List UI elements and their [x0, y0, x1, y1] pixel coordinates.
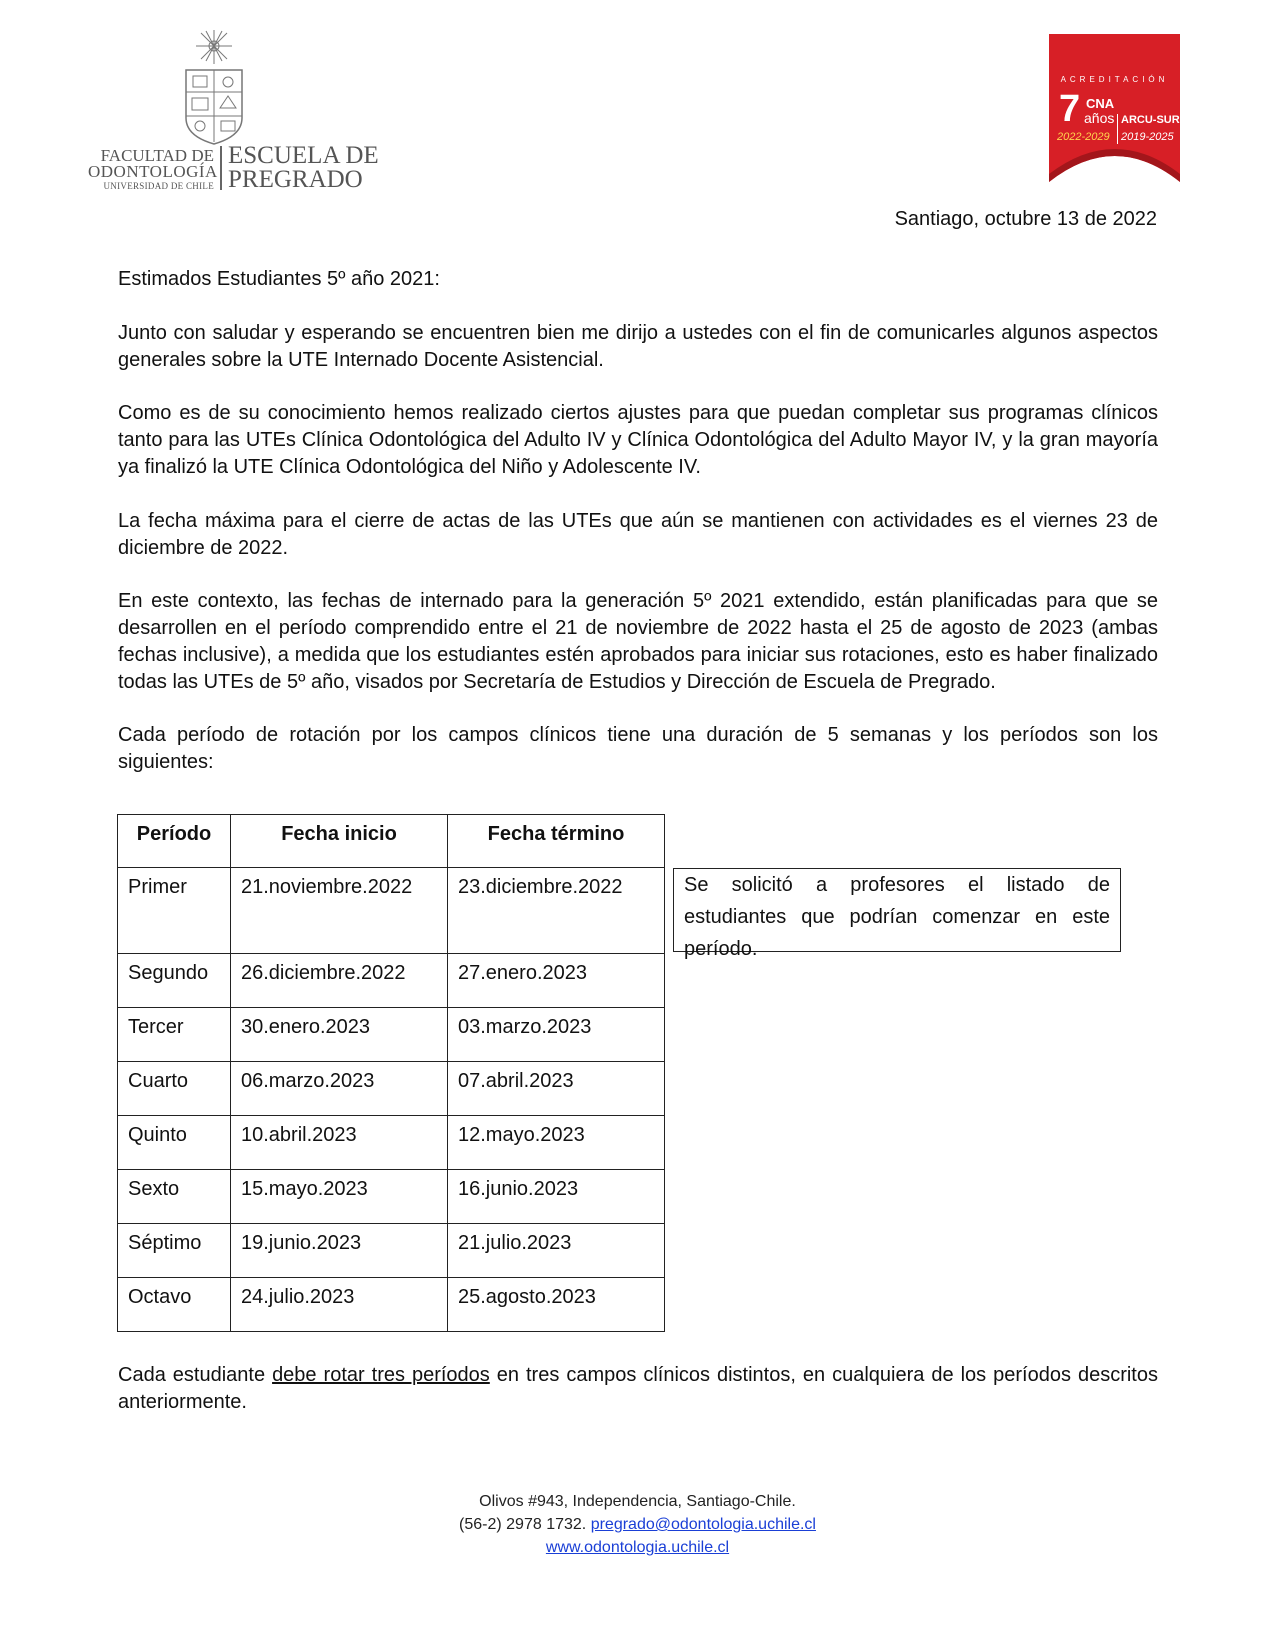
- start-date-cell: 19.junio.2023: [231, 1224, 448, 1278]
- period-cell: Primer: [118, 868, 231, 954]
- end-date-cell: 25.agosto.2023: [448, 1278, 665, 1332]
- period-cell: Segundo: [118, 954, 231, 1008]
- end-date-cell: 16.junio.2023: [448, 1170, 665, 1224]
- closing-paragraph: [118, 1362, 1158, 1416]
- badge-anos: años: [1084, 110, 1115, 126]
- footer-phone: (56-2) 2978 1732.: [459, 1516, 591, 1533]
- end-date-cell: 27.enero.2023: [448, 954, 665, 1008]
- badge-divider: [1117, 114, 1118, 144]
- first-period-note: Se solicitó a profesores el listado de estudiantes que podrían comenzar en este período.: [673, 868, 1121, 952]
- start-date-cell: 15.mayo.2023: [231, 1170, 448, 1224]
- start-date-cell: 10.abril.2023: [231, 1116, 448, 1170]
- table-row: [118, 1062, 665, 1116]
- paragraph-3: La fecha máxima para el cierre de actas de las UTEs que aún se mantienen con actividades es el viernes 23 de diciembre de 2022.: [118, 510, 1158, 559]
- footer: [0, 1490, 1275, 1559]
- logo-divider: [220, 146, 222, 190]
- rotation-periods-table: [117, 814, 665, 1332]
- faculty-line-2: ODONTOLOGÍA: [88, 162, 218, 181]
- faculty-name: [88, 146, 218, 192]
- end-date-cell: 07.abril.2023: [448, 1062, 665, 1116]
- start-date-cell: 30.enero.2023: [231, 1008, 448, 1062]
- footer-website-link[interactable]: www.odontologia.uchile.cl: [545, 1539, 730, 1556]
- end-date-cell: 12.mayo.2023: [448, 1116, 665, 1170]
- header-periodo: Período: [118, 815, 231, 868]
- period-cell: Cuarto: [118, 1062, 231, 1116]
- footer-contact: [0, 1513, 1275, 1536]
- paragraph-4: En este contexto, las fechas de internado para la generación 5º 2021 extendido, están planificadas para que se desarrollen en el período comprendido entre el 21 de noviembre de 2022 hasta el 25 de agosto de 2023 (ambas fechas inclusive), a medida que los estudiantes estén aprobados para iniciar sus rotaciones, esto es haber finalizado todas las UTEs de 5º año, visados por Secretaría de Estudios y Dirección de Escuela de Pregrado.: [118, 590, 1158, 693]
- closing-text-end: en tres campos clínicos distintos, en cualquiera de los períodos descritos anteriormente.: [118, 1364, 1158, 1413]
- university-crest-icon: [182, 30, 246, 150]
- badge-arcusur: ARCU-SUR: [1121, 114, 1180, 126]
- accreditation-badge: [1049, 34, 1180, 182]
- school-line-2: PREGRADO: [228, 166, 363, 193]
- greeting: Estimados Estudiantes 5º año 2021:: [118, 268, 440, 290]
- paragraph-2: Como es de su conocimiento hemos realizado ciertos ajustes para que puedan completar sus programas clínicos tanto para las UTEs Clínica Odontológica del Adulto IV y Clínica Odontológica del Adulto Mayor IV, y la gran mayoría ya finalizó la UTE Clínica Odontológica del Niño y Adolescente IV.: [118, 402, 1158, 478]
- period-cell: Octavo: [118, 1278, 231, 1332]
- badge-years-arcusur: 2019-2025: [1121, 131, 1174, 143]
- period-cell: Séptimo: [118, 1224, 231, 1278]
- start-date-cell: 26.diciembre.2022: [231, 954, 448, 1008]
- paragraph-5: Cada período de rotación por los campos clínicos tiene una duración de 5 semanas y los períodos son los siguientes:: [118, 724, 1158, 773]
- period-cell: Quinto: [118, 1116, 231, 1170]
- school-name: [228, 144, 379, 192]
- faculty-line-3: UNIVERSIDAD DE CHILE: [103, 181, 214, 191]
- table-row: [118, 1116, 665, 1170]
- table-row: [118, 1170, 665, 1224]
- faculty-line-1: FACULTAD DE: [100, 146, 214, 165]
- end-date-cell: 23.diciembre.2022: [448, 868, 665, 954]
- period-cell: Sexto: [118, 1170, 231, 1224]
- closing-underlined-text: debe rotar tres períodos: [272, 1364, 490, 1386]
- period-cell: Tercer: [118, 1008, 231, 1062]
- table-header-row: [118, 815, 665, 868]
- table-row: [118, 868, 665, 954]
- end-date-cell: 03.marzo.2023: [448, 1008, 665, 1062]
- table-row: [118, 1278, 665, 1332]
- footer-address: Olivos #943, Independencia, Santiago-Chile.: [479, 1493, 796, 1510]
- badge-years-cna: 2022-2029: [1057, 131, 1110, 143]
- start-date-cell: 24.julio.2023: [231, 1278, 448, 1332]
- letter-date: Santiago, octubre 13 de 2022: [894, 208, 1157, 230]
- closing-text-start: Cada estudiante: [118, 1364, 273, 1386]
- badge-number: 7: [1059, 88, 1081, 130]
- faculty-logo: [88, 30, 388, 193]
- paragraph-1: Junto con saludar y esperando se encuentren bien me dirijo a ustedes con el fin de comunicarles algunos aspectos generales sobre la UTE Internado Docente Asistencial.: [118, 322, 1158, 371]
- table-row: [118, 1008, 665, 1062]
- table-row: [118, 1224, 665, 1278]
- badge-cna: CNA: [1086, 96, 1115, 111]
- footer-email-link[interactable]: pregrado@odontologia.uchile.cl: [590, 1516, 816, 1533]
- start-date-cell: 06.marzo.2023: [231, 1062, 448, 1116]
- badge-acreditacion: ACREDITACIÓN: [1060, 75, 1169, 84]
- table-row: [118, 954, 665, 1008]
- header-fecha-termino: Fecha término: [448, 815, 665, 868]
- end-date-cell: 21.julio.2023: [448, 1224, 665, 1278]
- start-date-cell: 21.noviembre.2022: [231, 868, 448, 954]
- school-line-1: ESCUELA DE: [228, 142, 379, 169]
- header-fecha-inicio: Fecha inicio: [231, 815, 448, 868]
